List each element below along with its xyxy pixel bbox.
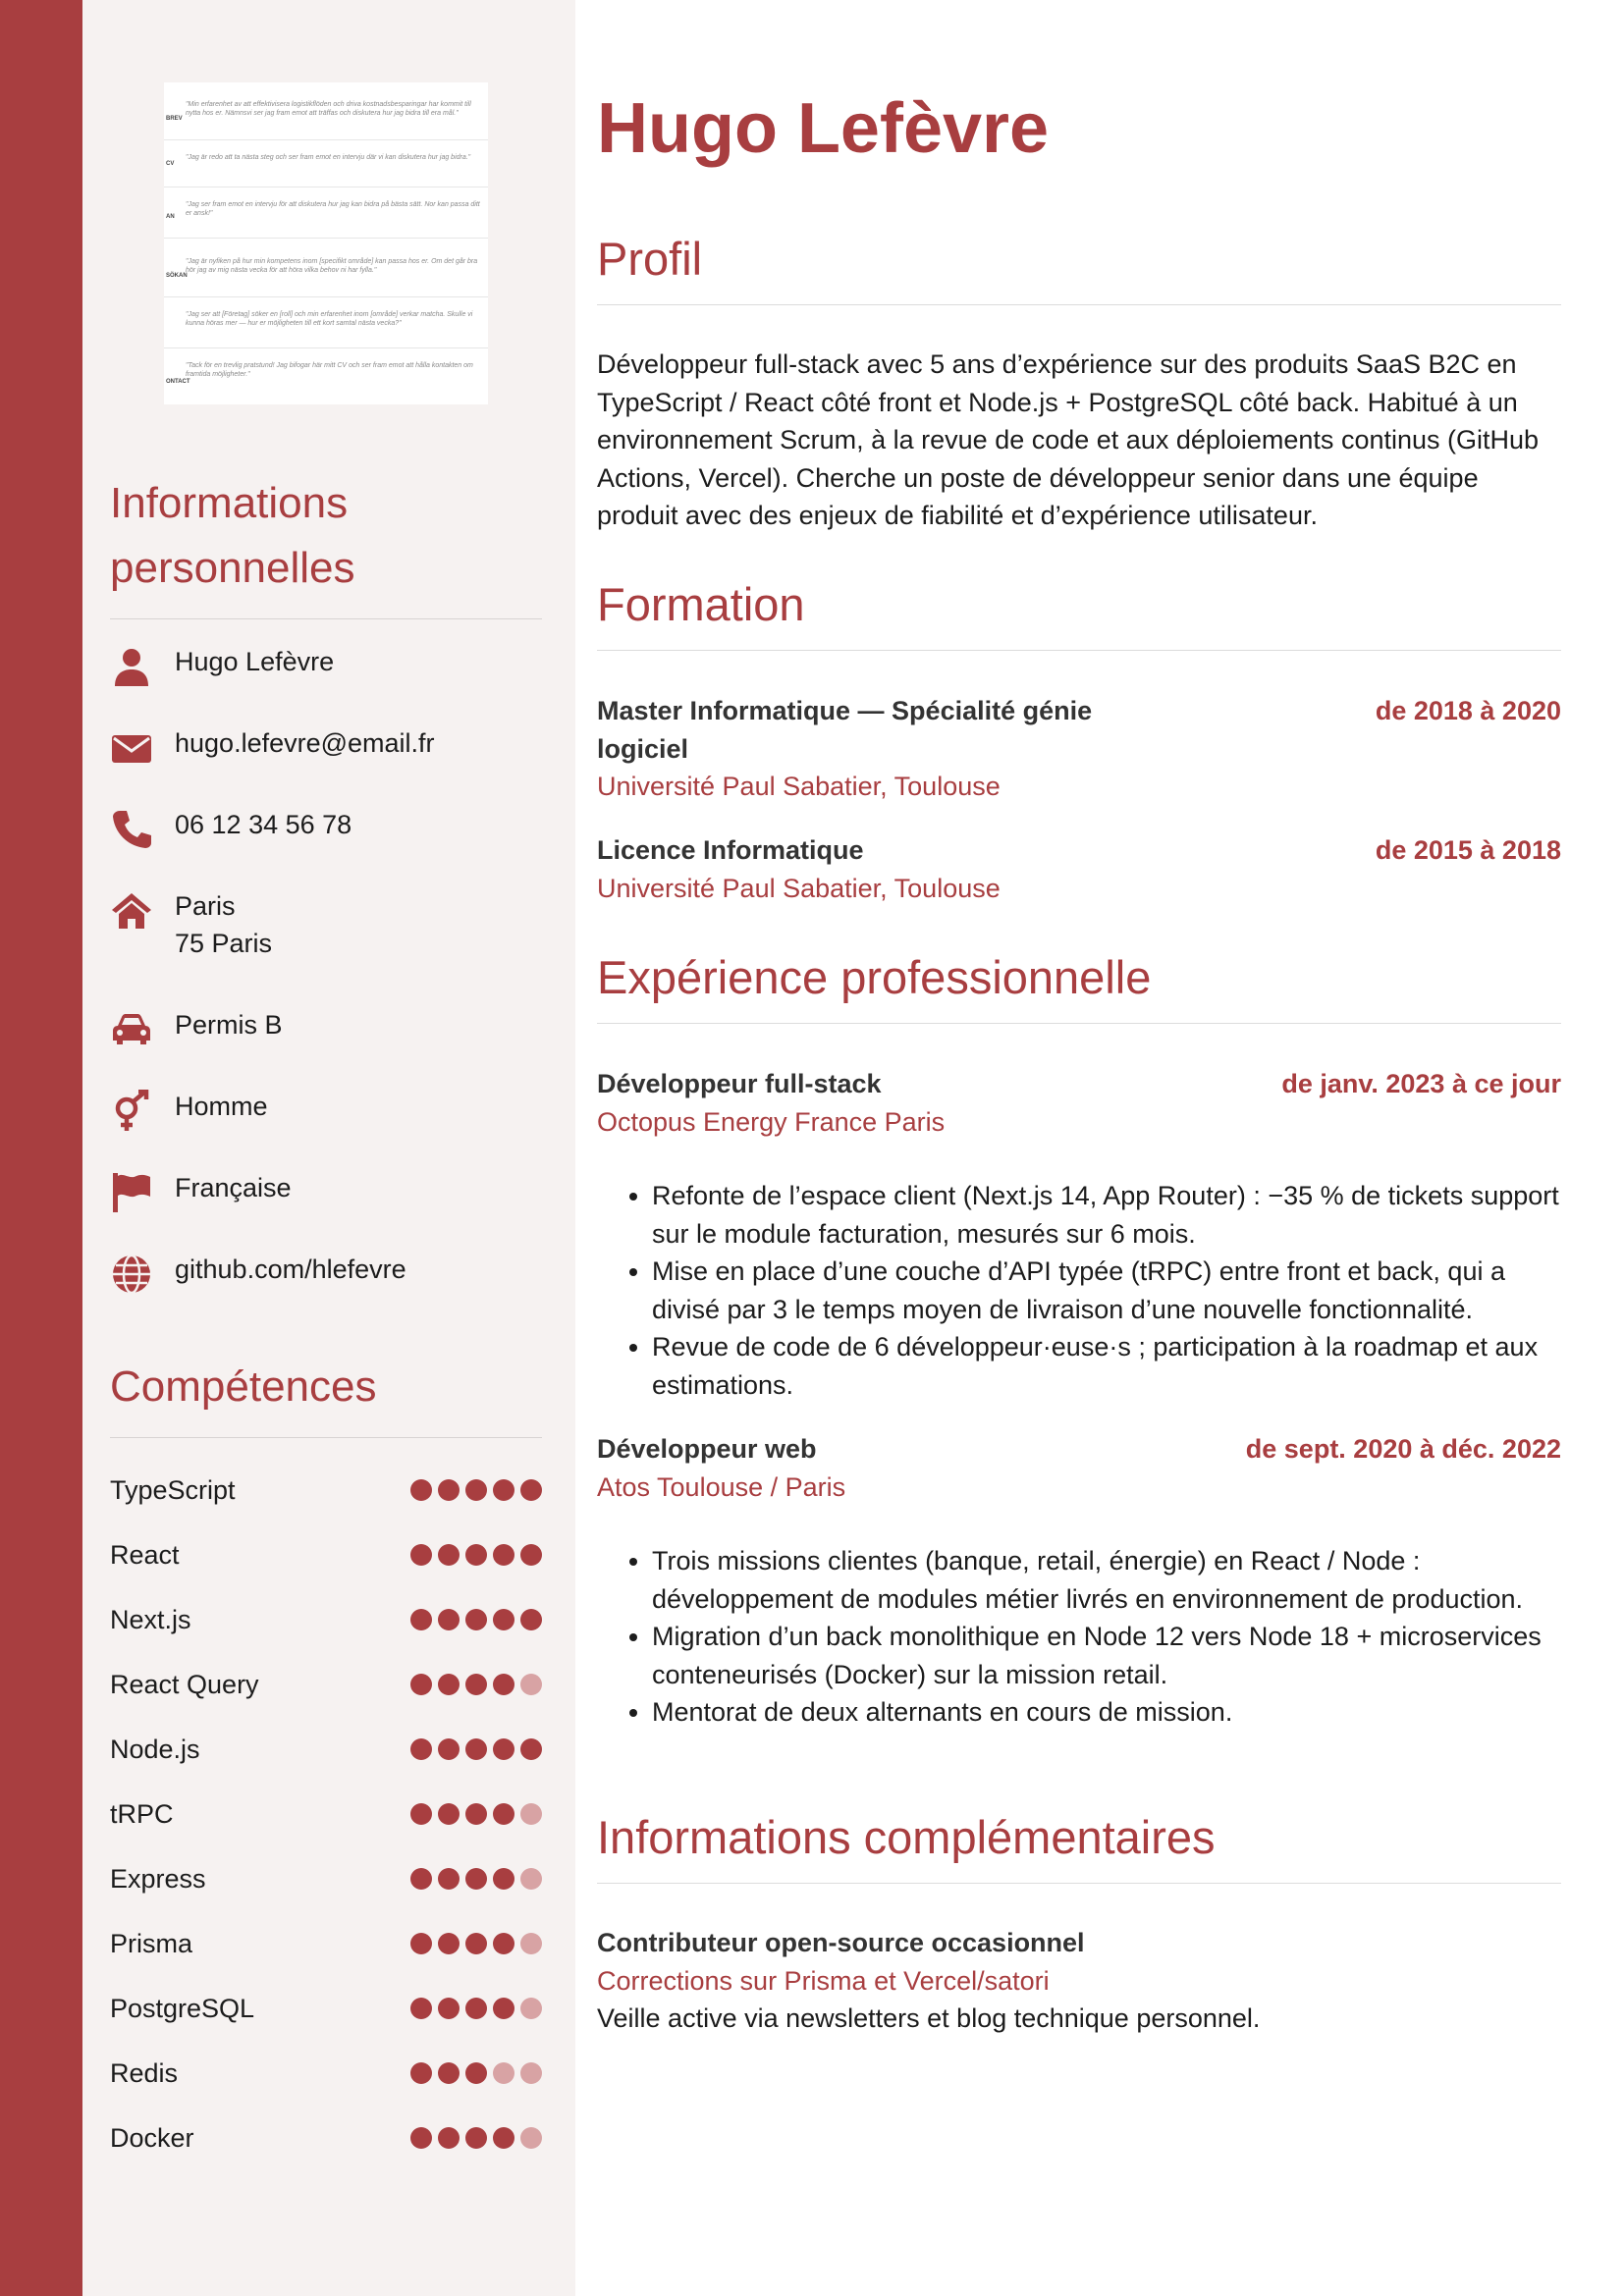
rating-dot-filled: [493, 1933, 514, 1954]
photo-row-text: "Jag ser fram emot en intervju för att diskutera hur jag kan bidra på bästa sätt. Nor kan passa ditt er ansk!": [186, 201, 480, 217]
job-date: de sept. 2020 à déc. 2022: [1245, 1434, 1561, 1464]
rating-dot-filled: [438, 2062, 460, 2084]
achievement-item: • Mise en place d’une couche d’API typée (tRPC) entre front et back, qui a divisé par 3 le temps moyen de livraison d’une nouvelle fonctionnalité.: [652, 1253, 1561, 1328]
photo-row-text: "Tack för en trevlig pratstund! Jag bifogar här mitt CV och ser fram emot att hålla kontakten om framtida möjligheter.": [186, 362, 473, 378]
rating-dot-filled: [465, 2127, 487, 2149]
additional-item-text: Veille active via newsletters et blog technique personnel.: [597, 2003, 1261, 2033]
rating-dot-filled: [410, 2127, 432, 2149]
additional-item-title: Contributeur open-source occasionnel: [597, 1928, 1085, 1957]
job-achievements: [597, 1177, 1561, 1404]
rating-dot-filled: [493, 1479, 514, 1501]
rating-dot-filled: [465, 1544, 487, 1566]
rating-dot-filled: [465, 1479, 487, 1501]
rating-dot-empty: [520, 1998, 542, 2019]
experience-entry: [597, 1430, 1561, 1732]
skill-rating: [410, 1674, 542, 1695]
skill-name: Redis: [110, 2057, 179, 2088]
education-date: de 2018 à 2020: [1375, 696, 1561, 725]
rating-dot-filled: [410, 1609, 432, 1630]
sidebar-content: [110, 471, 542, 2170]
skill-name: React: [110, 1539, 180, 1570]
info-license: [110, 1006, 542, 1043]
rating-dot-filled: [493, 1674, 514, 1695]
skill-row: [110, 1652, 542, 1717]
info-website-text: github.com/hlefevre: [175, 1255, 406, 1284]
education-title: Formation: [597, 575, 1561, 651]
rating-dot-filled: [410, 1738, 432, 1760]
rating-dot-filled: [493, 1609, 514, 1630]
rating-dot-filled: [493, 1803, 514, 1825]
accent-stripe: [0, 0, 82, 2296]
info-phone: [110, 806, 542, 843]
rating-dot-filled: [520, 1738, 542, 1760]
job-company: Atos Toulouse / Paris: [597, 1471, 846, 1502]
info-city-text: Paris: [175, 891, 236, 921]
achievement-item: • Revue de code de 6 développeur·euse·s ; participation à la roadmap et aux estimations.: [652, 1328, 1561, 1404]
additional-item-subtitle: Corrections sur Prisma et Vercel/satori: [597, 1965, 1050, 1996]
rating-dot-filled: [410, 1479, 432, 1501]
rating-dot-empty: [520, 1674, 542, 1695]
rating-dot-empty: [520, 1868, 542, 1890]
skill-name: Express: [110, 1863, 206, 1894]
rating-dot-filled: [438, 1803, 460, 1825]
achievement-item: • Mentorat de deux alternants en cours de mission.: [652, 1693, 1561, 1732]
rating-dot-filled: [493, 1998, 514, 2019]
globe-icon: [110, 1253, 153, 1296]
photo-row-text: "Min erfarenhet av att effektivisera logistikflöden och driva kostnadsbesparingar har kommit till nytta hos er. Nämnsvi ser jag fram emot att träffas och diskutera hur jag bidra till era mål.": [186, 101, 471, 117]
education-school: Université Paul Sabatier, Toulouse: [597, 772, 1001, 801]
skill-rating: [410, 1479, 542, 1501]
skill-rating: [410, 2127, 542, 2149]
info-phone-text: 06 12 34 56 78: [175, 810, 352, 839]
skill-rating: [410, 1609, 542, 1630]
rating-dot-filled: [410, 1803, 432, 1825]
rating-dot-filled: [438, 1544, 460, 1566]
rating-dot-filled: [520, 1479, 542, 1501]
skill-row: [110, 2106, 542, 2170]
info-name: [110, 643, 542, 680]
gender-icon: [110, 1090, 153, 1133]
rating-dot-filled: [465, 1609, 487, 1630]
profile-text: Développeur full-stack avec 5 ans d’expérience sur des produits SaaS B2C en TypeScript / React côté front et Node.js + PostgreSQL côté back. Habitué à un environnement Scrum, à la revue de code et aux déploiements continus (GitHub Actions, Vercel). Cherche un poste de développeur senior dans une équipe produit avec des enjeux de fiabilité et d’expérience utilisateur.: [597, 349, 1540, 530]
education-school: Université Paul Sabatier, Toulouse: [597, 873, 1001, 903]
rating-dot-filled: [493, 1868, 514, 1890]
rating-dot-filled: [465, 2062, 487, 2084]
education-entry: [597, 692, 1561, 806]
photo-row: [164, 187, 488, 239]
achievement-item: • Migration d’un back monolithique en Node 12 vers Node 18 + microservices conteneurisés (Docker) sur la mission retail.: [652, 1618, 1561, 1693]
info-email-text: hugo.lefevre@email.fr: [175, 728, 435, 758]
rating-dot-filled: [465, 1738, 487, 1760]
photo-row-label: ONTACT: [166, 379, 190, 385]
rating-dot-filled: [438, 1868, 460, 1890]
skill-row: [110, 2041, 542, 2106]
experience-entry: [597, 1065, 1561, 1404]
rating-dot-filled: [465, 1674, 487, 1695]
skill-rating: [410, 1933, 542, 1954]
rating-dot-filled: [438, 1609, 460, 1630]
rating-dot-filled: [410, 1674, 432, 1695]
job-company: Octopus Energy France Paris: [597, 1106, 946, 1137]
photo-row-text: "Jag är nyfiken på hur min kompetens inom [specifikt område] kan passa hos er. Om det går bra hör jag av mig nästa vecka för att höra vilka behov ni har fylla.": [186, 258, 478, 274]
skill-rating: [410, 2062, 542, 2084]
photo-row-label: AN: [166, 214, 175, 220]
education-degree: Master Informatique — Spécialité génie logiciel: [597, 696, 1093, 764]
skill-rating: [410, 1803, 542, 1825]
skill-rating: [410, 1998, 542, 2019]
person-icon: [110, 645, 153, 688]
skill-row: [110, 1846, 542, 1911]
rating-dot-filled: [438, 2127, 460, 2149]
rating-dot-filled: [465, 1933, 487, 1954]
achievement-item: • Trois missions clientes (banque, retail, énergie) en React / Node : développement de modules métier livrés en environnement de production.: [652, 1542, 1561, 1618]
photo-row-label: CV: [166, 161, 175, 167]
rating-dot-filled: [465, 1803, 487, 1825]
skill-row: [110, 1976, 542, 2041]
info-address: [110, 887, 542, 962]
personal-info-title: Informations personnelles: [110, 471, 542, 619]
photo-row-label: BREV: [166, 116, 183, 122]
info-nationality-text: Française: [175, 1173, 292, 1202]
personal-info-list: [110, 643, 542, 1288]
achievement-item: • Refonte de l’espace client (Next.js 14, App Router) : −35 % de tickets support sur le module facturation, mesurés sur 6 mois.: [652, 1177, 1561, 1253]
rating-dot-filled: [438, 1933, 460, 1954]
rating-dot-filled: [493, 1544, 514, 1566]
rating-dot-filled: [520, 1544, 542, 1566]
skill-name: Next.js: [110, 1604, 191, 1634]
photo-row-text: "Jag ser att [Företag] söker en [roll] och min erfarenhet inom [område] verkar matcha. Skulle vi kunna höras mer — hur er möjligheten till ett kort samtal nästa vecka?": [186, 311, 473, 327]
info-license-text: Permis B: [175, 1010, 283, 1040]
profile-title: Profil: [597, 230, 1561, 305]
rating-dot-filled: [493, 2127, 514, 2149]
info-postal-text: 75 Paris: [175, 929, 273, 958]
rating-dot-filled: [465, 1868, 487, 1890]
skill-name: React Query: [110, 1669, 259, 1699]
job-title: Développeur web: [597, 1434, 817, 1464]
photo-row: [164, 347, 488, 404]
rating-dot-empty: [493, 2062, 514, 2084]
skill-name: PostgreSQL: [110, 1993, 255, 2023]
photo-row: [164, 238, 488, 297]
rating-dot-empty: [520, 2127, 542, 2149]
skill-row: [110, 1911, 542, 1976]
skill-rating: [410, 1868, 542, 1890]
info-gender: [110, 1088, 542, 1125]
skill-rating: [410, 1738, 542, 1760]
rating-dot-empty: [520, 1803, 542, 1825]
info-nationality: [110, 1169, 542, 1206]
rating-dot-filled: [410, 2062, 432, 2084]
photo-row-label: SÖKAN: [166, 273, 188, 279]
additional-title: Informations complémentaires: [597, 1808, 1561, 1884]
rating-dot-filled: [438, 1674, 460, 1695]
additional-entry: [597, 1924, 1561, 2038]
rating-dot-filled: [493, 1738, 514, 1760]
skill-name: Docker: [110, 2122, 194, 2153]
rating-dot-filled: [438, 1738, 460, 1760]
skill-name: TypeScript: [110, 1474, 236, 1505]
rating-dot-filled: [438, 1998, 460, 2019]
skill-row: [110, 1717, 542, 1782]
education-degree: Licence Informatique: [597, 835, 864, 865]
flag-icon: [110, 1171, 153, 1214]
skill-row: [110, 1782, 542, 1846]
photo-row: [164, 296, 488, 348]
skills-title: Compétences: [110, 1355, 542, 1438]
rating-dot-filled: [410, 1933, 432, 1954]
car-icon: [110, 1008, 153, 1051]
info-name-text: Hugo Lefèvre: [175, 647, 335, 676]
skill-row: [110, 1458, 542, 1522]
rating-dot-empty: [520, 1933, 542, 1954]
skill-row: [110, 1587, 542, 1652]
education-date: de 2015 à 2018: [1375, 835, 1561, 865]
envelope-icon: [110, 726, 153, 770]
rating-dot-filled: [410, 1868, 432, 1890]
job-title: Développeur full-stack: [597, 1069, 882, 1098]
job-achievements: [597, 1542, 1561, 1732]
profile-photo: [164, 82, 488, 404]
education-entry: [597, 831, 1561, 907]
rating-dot-filled: [520, 1609, 542, 1630]
rating-dot-filled: [438, 1479, 460, 1501]
rating-dot-empty: [520, 2062, 542, 2084]
rating-dot-filled: [410, 1544, 432, 1566]
experience-title: Expérience professionnelle: [597, 948, 1561, 1024]
rating-dot-filled: [410, 1998, 432, 2019]
rating-dot-filled: [465, 1998, 487, 2019]
skill-name: Node.js: [110, 1734, 200, 1764]
info-gender-text: Homme: [175, 1092, 268, 1121]
candidate-name: Hugo Lefèvre: [597, 89, 1050, 168]
info-email: [110, 724, 542, 762]
home-icon: [110, 889, 153, 933]
job-date: de janv. 2023 à ce jour: [1281, 1069, 1561, 1098]
skill-row: [110, 1522, 542, 1587]
skills-list: [110, 1458, 542, 2170]
photo-row: [164, 82, 488, 140]
skill-name: tRPC: [110, 1798, 174, 1829]
phone-icon: [110, 808, 153, 851]
photo-row: [164, 139, 488, 187]
skill-rating: [410, 1544, 542, 1566]
info-website: [110, 1251, 542, 1288]
skill-name: Prisma: [110, 1928, 193, 1958]
photo-row-text: "Jag är redo att ta nästa steg och ser fram emot en intervju där vi kan diskutera hur jag bidra.": [186, 154, 471, 161]
